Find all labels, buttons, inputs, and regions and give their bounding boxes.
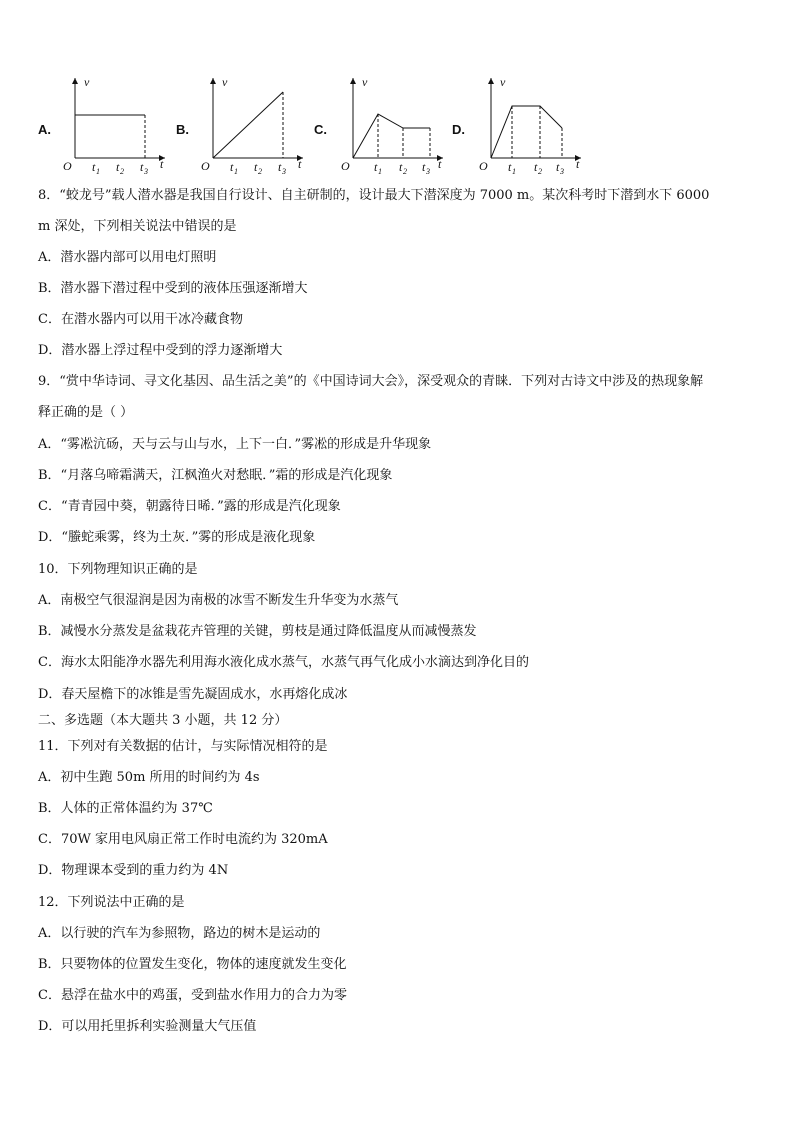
q9-stem-line1: 9．“赏中华诗词、寻文化基因、品生活之美”的《中国诗词大会》，深受观众的青睐．下列对古诗文中涉及的热现象解 [38,374,704,389]
option-b-letter: B. [176,122,189,137]
svg-text:O: O [201,159,210,173]
svg-text:t: t [508,160,512,174]
q11-option-d: D．物理课本受到的重力约为 4N [38,863,229,878]
q9-option-b: B．“月落乌啼霜满天，江枫渔火对愁眠．”霜的形成是汽化现象 [38,468,393,483]
svg-text:v: v [500,75,506,89]
graph-a-constant-velocity [60,70,175,175]
q11-option-b: B．人体的正常体温约为 37℃ [38,801,213,816]
svg-text:2: 2 [258,167,262,175]
velocity-line [213,92,283,158]
q9-option-c: C．“青青园中葵，朝露待日晞．”露的形成是汽化现象 [38,499,341,514]
svg-text:t: t [422,160,426,174]
svg-text:1: 1 [512,167,516,175]
svg-text:t: t [160,157,164,171]
svg-text:2: 2 [120,167,124,175]
velocity-line [353,114,430,158]
q8-option-d: D．潜水器上浮过程中受到的浮力逐渐增大 [38,343,283,358]
q10-option-a: A．南极空气很湿润是因为南极的冰雪不断发生升华变为水蒸气 [38,593,399,608]
svg-text:t: t [116,160,120,174]
svg-text:t: t [556,160,560,174]
q8-stem-line2: m 深处，下列相关说法中错误的是 [38,219,237,234]
q10-option-c: C．海水太阳能净水器先利用海水液化成水蒸气，水蒸气再气化成小水滴达到净化目的 [38,655,529,670]
q10-option-b: B．减慢水分蒸发是盆栽花卉管理的关键，剪枝是通过降低温度从而减慢蒸发 [38,624,477,639]
q12-option-b: B．只要物体的位置发生变化，物体的速度就发生变化 [38,957,347,972]
q10-option-d: D．春天屋檐下的冰锥是雪先凝固成水，水再熔化成冰 [38,687,348,702]
q8-option-c: C．在潜水器内可以用干冰冷藏食物 [38,312,243,327]
q12-option-c: C．悬浮在盐水中的鸡蛋，受到盐水作用力的合力为零 [38,988,347,1003]
svg-text:v: v [222,75,228,89]
q12-stem: 12．下列说法中正确的是 [38,895,185,910]
svg-text:v: v [84,75,90,89]
q8-option-b: B．潜水器下潜过程中受到的液体压强逐渐增大 [38,281,308,296]
svg-text:1: 1 [234,167,238,175]
svg-text:t: t [140,160,144,174]
option-c-letter: C. [314,122,327,137]
svg-text:t: t [576,157,580,171]
svg-text:t: t [298,157,302,171]
q8-option-a: A．潜水器内部可以用电灯照明 [38,250,217,265]
svg-text:t: t [399,160,403,174]
svg-text:t: t [438,157,442,171]
svg-text:t: t [374,160,378,174]
svg-text:1: 1 [378,167,382,175]
q11-stem: 11．下列对有关数据的估计，与实际情况相符的是 [38,739,328,754]
svg-text:t: t [254,160,258,174]
graph-d-trapezoid [476,70,591,175]
q11-option-c: C．70W 家用电风扇正常工作时电流约为 320mA [38,832,328,847]
option-a-letter: A. [38,122,51,137]
q12-option-d: D．可以用托里拆利实验测量大气压值 [38,1019,257,1034]
svg-text:t: t [534,160,538,174]
svg-text:3: 3 [282,167,286,175]
svg-text:t: t [230,160,234,174]
q11-option-a: A．初中生跑 50m 所用的时间约为 4s [38,770,260,785]
graph-c-rise-fall-flat [338,70,453,175]
svg-text:O: O [479,159,488,173]
svg-text:3: 3 [426,167,430,175]
q9-stem-line2: 释正确的是（ ） [38,405,134,420]
graph-b-rising-velocity [198,70,313,175]
svg-text:O: O [341,159,350,173]
q7-graph-options [0,70,794,180]
svg-text:t: t [92,160,96,174]
q12-option-a: A．以行驶的汽车为参照物，路边的树木是运动的 [38,926,321,941]
q9-option-d: D．“螣蛇乘雾，终为土灰．”雾的形成是液化现象 [38,530,316,545]
svg-text:v: v [362,75,368,89]
q10-stem: 10．下列物理知识正确的是 [38,562,198,577]
velocity-line [491,106,562,158]
svg-text:t: t [278,160,282,174]
svg-text:1: 1 [96,167,100,175]
svg-text:O: O [63,159,72,173]
option-d-letter: D. [452,122,465,137]
section-multiple-choice-heading: 二、多选题（本大题共 3 小题，共 12 分） [38,713,288,728]
q8-stem-line1: 8．“蛟龙号”载人潜水器是我国自行设计、自主研制的，设计最大下潜深度为 7000 m。某次科考时下潜到水下 6000 [38,188,710,203]
svg-text:3: 3 [144,167,148,175]
q9-option-a: A．“雾凇沆砀，天与云与山与水，上下一白．”雾凇的形成是升华现象 [38,437,432,452]
svg-text:2: 2 [538,167,542,175]
svg-text:2: 2 [403,167,407,175]
svg-text:3: 3 [560,167,564,175]
